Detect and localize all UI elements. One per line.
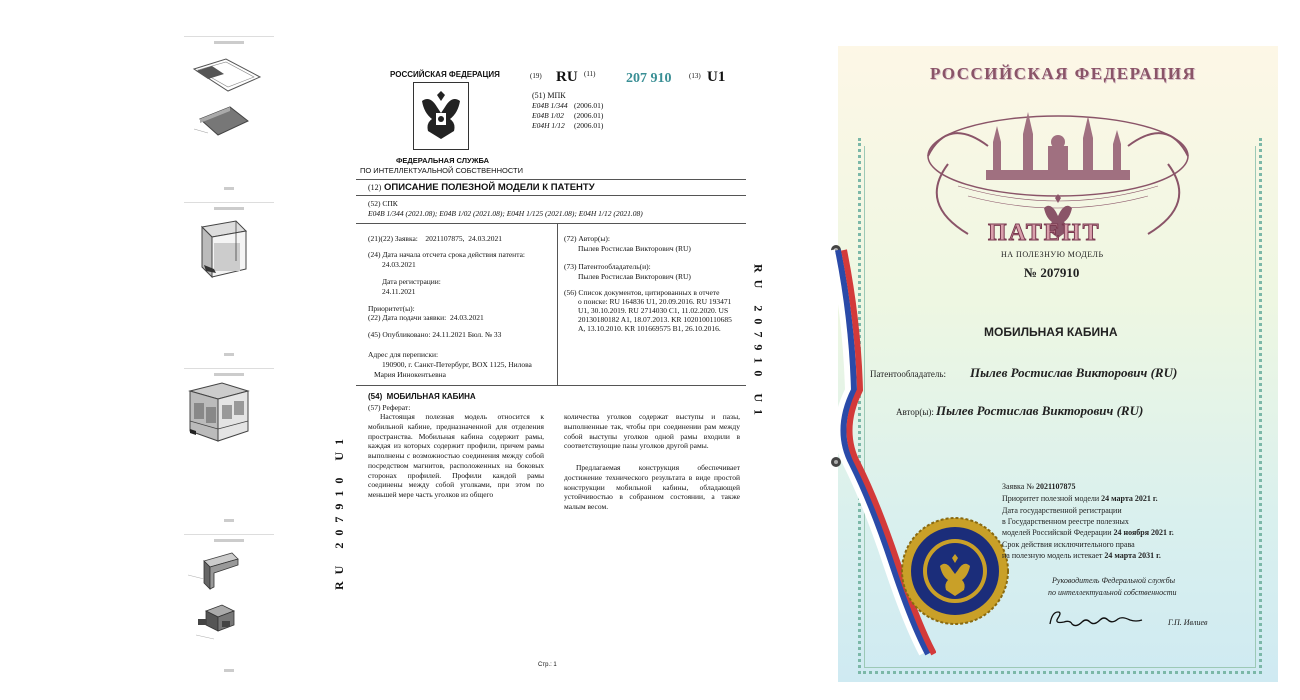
address-label: Адрес для переписки: — [368, 350, 439, 359]
ipc-date: (2006.01) — [574, 101, 604, 110]
author-label: Автор(ы): — [896, 407, 934, 417]
code-11: (11) — [584, 70, 596, 78]
emblem-box — [413, 82, 469, 150]
expiry-line: Срок действия исключительного права — [1002, 540, 1135, 549]
page-number: Стр.: 1 — [538, 662, 557, 668]
corner-detail-drawing — [184, 535, 274, 677]
drawing-sheet — [184, 368, 274, 526]
ipc-date: (2006.01) — [574, 111, 604, 120]
registration-line: Дата государственной регистрации — [1002, 506, 1122, 515]
cited-docs-line: 20130180182 A1, 18.07.2013. KR 1020100110685 — [578, 315, 732, 324]
drawing-sheet — [184, 202, 274, 360]
author-value: Пылев Ростислав Викторович (RU) — [936, 403, 1144, 418]
drawings-column — [184, 36, 274, 676]
address-line: 190900, г. Санкт-Петербург, BOX 1125, Нилова — [382, 360, 532, 369]
agency-line-2: ПО ИНТЕЛЛЕКТУАЛЬНОЙ СОБСТВЕННОСТИ — [360, 166, 523, 175]
certificate-number: № 207910 — [1024, 265, 1080, 280]
certificate-title: ПАТЕНТ — [988, 220, 1101, 246]
term-start-label: (24) Дата начала отсчета срока действия патента: — [368, 250, 525, 259]
registration-line: в Государственном реестре полезных — [1002, 517, 1129, 526]
owner-label: Патентообладатель: — [870, 369, 947, 379]
agency-line-1: ФЕДЕРАЛЬНАЯ СЛУЖБА — [396, 156, 490, 165]
utility-model-title: (54) МОБИЛЬНАЯ КАБИНА — [368, 392, 476, 401]
cpc-codes: E04B 1/344 (2021.08); E04B 1/02 (2021.08); E04H 1/125 (2021.08); E04H 1/12 (2021.08) — [368, 209, 643, 218]
cabin-drawing — [184, 203, 274, 361]
application-number: (21)(22) Заявка: 2021107875, 24.03.2021 — [368, 234, 502, 243]
code-13: (13) — [689, 72, 701, 80]
official-seal-icon — [900, 516, 1010, 626]
priority-row: Приоритет полезной модели 24 марта 2021 г. — [1002, 494, 1158, 503]
ipc-label: (51) МПК — [532, 91, 566, 100]
term-start-date: 24.03.2021 — [382, 260, 416, 269]
publication-info: (45) Опубликовано: 24.11.2021 Бюл. № 33 — [368, 330, 502, 339]
country-header: РОССИЙСКАЯ ФЕДЕРАЦИЯ — [390, 70, 500, 79]
authors-label: (72) Автор(ы): — [564, 234, 610, 243]
authors-value: Пылев Ростислав Викторович (RU) — [578, 244, 691, 253]
abstract-text-left: Настоящая полезная модель относится к мобильной кабине, предназначенной для отделения пространства. Мобильная кабина содержит рамы, каждая из которых содержит профили, причем рамы выполнены с возможностью соединения между собой посредством магнитов, расположенных на боковых сторонах профилей. Профили каждой рамы соединены между собой уголками, при этом по меньшей мере часть уголков из общего — [368, 412, 544, 499]
address-line: Мария Иннокентьевна — [374, 370, 446, 379]
heading-code: (12) — [368, 183, 382, 192]
abstract-text-right: количества уголков содержат выступы и пазы, выполненные так, чтобы при соединении рам между собой выступы уголков одной рамы входили в соответствующие пазы уголков другой рамы. — [564, 412, 740, 451]
side-code-left: RU 207910 U1 — [332, 432, 346, 590]
owner-value: Пылев Ростислав Викторович (RU) — [970, 365, 1178, 380]
owner-label: (73) Патентообладатель(и): — [564, 262, 651, 271]
priority-label: Приоритет(ы): — [368, 304, 415, 313]
cited-docs-line: U1, 30.10.2019. RU 2714030 C1, 11.02.2020. US — [578, 306, 729, 315]
cited-docs-line: о поиске: RU 164836 U1, 20.09.2016. RU 193471 — [578, 297, 732, 306]
signer-name: Г.П. Ивлиев — [1168, 618, 1208, 627]
registration-date: 24.11.2021 — [382, 287, 416, 296]
code-19: (19) — [530, 72, 542, 80]
side-code-right: RU 207910 U1 — [751, 264, 766, 422]
kind-code: U1 — [707, 69, 726, 85]
head-title-line: Руководитель Федеральной службы — [1052, 576, 1176, 585]
head-title-line: по интеллектуальной собственности — [1048, 588, 1177, 597]
drawing-sheet — [184, 534, 274, 676]
drawing-sheet — [184, 36, 274, 194]
ipc-date: (2006.01) — [574, 121, 604, 130]
signature-icon — [1046, 608, 1146, 630]
ipc-code: E04B 1/02 — [532, 111, 564, 120]
ipc-code: E04B 1/344 — [532, 101, 568, 110]
abstract-label: (57) Реферат: — [368, 403, 411, 412]
registration-label: Дата регистрации: — [382, 277, 441, 286]
cpc-label: (52) СПК — [368, 199, 398, 208]
application-row: Заявка № 2021107875 — [1002, 482, 1076, 491]
coat-of-arms-icon — [414, 83, 468, 149]
patent-certificate — [838, 46, 1278, 682]
closed-cabin-drawing — [184, 369, 274, 527]
certificate-country: РОССИЙСКАЯ ФЕДЕРАЦИЯ — [930, 64, 1197, 83]
document-heading: ОПИСАНИЕ ПОЛЕЗНОЙ МОДЕЛИ К ПАТЕНТУ — [384, 182, 595, 193]
registration-date-row: моделей Российской Федерации 24 ноября 2021 г. — [1002, 528, 1174, 537]
cited-docs-label: (56) Список документов, цитированных в отчете — [564, 288, 720, 297]
patent-description-page — [300, 36, 820, 686]
patent-number: 207 910 — [626, 71, 672, 86]
cited-docs-line: A, 13.10.2010. KR 101669575 B1, 26.10.2016. — [578, 324, 721, 333]
certificate-model-name: МОБИЛЬНАЯ КАБИНА — [984, 325, 1118, 339]
abstract-text-right: Предлагаемая конструкция обеспечивает достижение технического результата в виде простой конструкции мобильной кабины, обладающей устойчивостью в собранном состоянии, а также малым весом. — [564, 463, 740, 511]
certificate-subtitle: НА ПОЛЕЗНУЮ МОДЕЛЬ — [1001, 250, 1104, 259]
expiry-date-row: на полезную модель истекает 24 марта 2031 г. — [1002, 551, 1161, 560]
ipc-code: E04H 1/12 — [532, 121, 565, 130]
filing-date: (22) Дата подачи заявки: 24.03.2021 — [368, 313, 484, 322]
country-code: RU — [556, 69, 578, 85]
frame-drawing — [184, 37, 274, 195]
owner-value: Пылев Ростислав Викторович (RU) — [578, 272, 691, 281]
